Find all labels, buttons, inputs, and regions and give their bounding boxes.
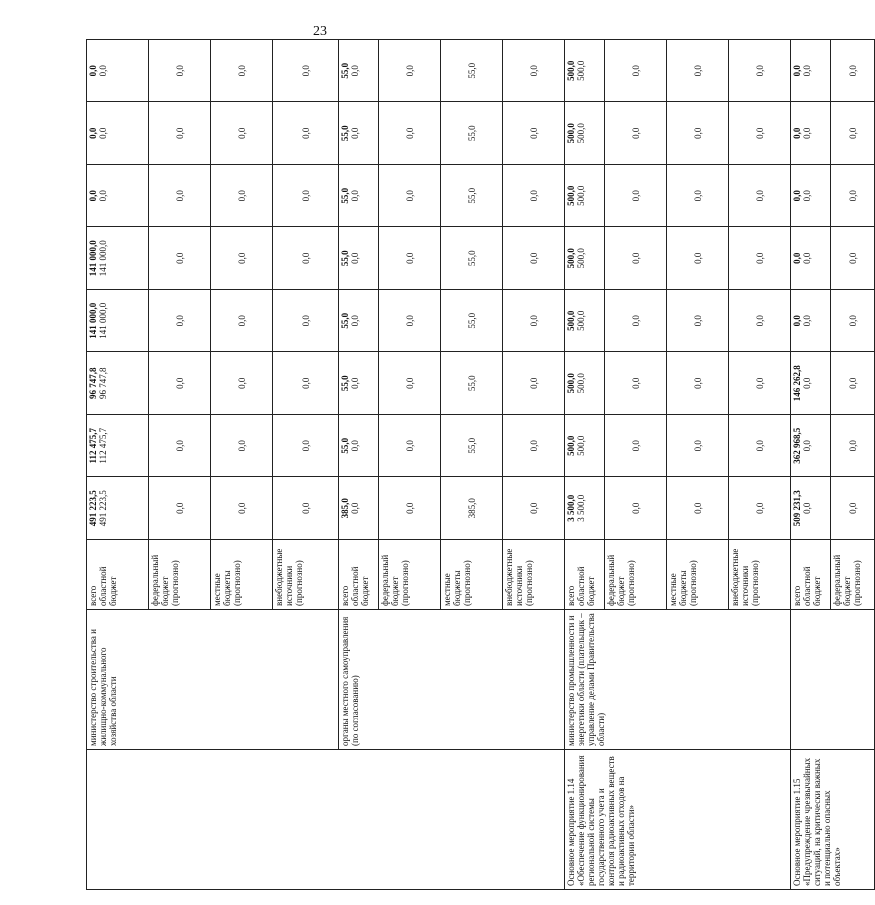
value-cell: 0,0 xyxy=(273,227,339,290)
table-row xyxy=(791,40,831,890)
value-regional: 0,0 xyxy=(350,502,360,514)
value-total: 500,0 xyxy=(566,123,576,144)
value-cell: 0,0 xyxy=(379,40,441,103)
value-cell xyxy=(87,165,149,228)
value-cell: 0,0 xyxy=(503,227,565,290)
responsible-cell: министерство строительства и жилищно-коммунального хозяйства области xyxy=(87,610,339,750)
value-cell: 0,0 xyxy=(729,40,791,103)
value-regional: 0,0 xyxy=(350,377,360,389)
value-cell: 0,0 xyxy=(379,165,441,228)
value-cell: 0,0 xyxy=(729,290,791,353)
value-cell: 0,0 xyxy=(503,290,565,353)
source-cell: всего областной бюджет xyxy=(565,540,605,610)
value-regional: 500,0 xyxy=(576,373,586,394)
source-cell: федеральный бюджет (прогнозно) xyxy=(831,540,875,610)
value-cell xyxy=(565,165,605,228)
value-cell: 0,0 xyxy=(273,477,339,540)
value-cell: 0,0 xyxy=(379,102,441,165)
value-regional: 500,0 xyxy=(576,185,586,206)
value-total: 55,0 xyxy=(340,312,350,329)
value-cell: 0,0 xyxy=(605,477,667,540)
value-regional: 0,0 xyxy=(350,252,360,264)
value-cell: 0,0 xyxy=(605,40,667,103)
value-cell: 0,0 xyxy=(729,352,791,415)
value-total: 491 223,5 xyxy=(88,490,98,527)
value-cell: 0,0 xyxy=(379,352,441,415)
value-cell xyxy=(791,40,831,103)
value-cell xyxy=(565,477,605,540)
value-total: 509 231,3 xyxy=(792,490,802,527)
value-cell xyxy=(87,415,149,478)
measure-name-cell xyxy=(87,750,565,890)
value-cell: 0,0 xyxy=(211,415,273,478)
value-cell: 0,0 xyxy=(211,477,273,540)
value-cell xyxy=(87,227,149,290)
source-cell: федеральный бюджет (прогнозно) xyxy=(605,540,667,610)
value-regional: 500,0 xyxy=(576,435,586,456)
value-regional: 0,0 xyxy=(802,127,812,139)
value-cell: 0,0 xyxy=(211,290,273,353)
value-cell: 0,0 xyxy=(605,290,667,353)
value-cell: 0,0 xyxy=(831,165,875,228)
value-total: 0,0 xyxy=(792,65,802,77)
value-cell: 55,0 xyxy=(441,227,503,290)
source-cell: местные бюджеты (прогнозно) xyxy=(441,540,503,610)
source-cell: местные бюджеты (прогнозно) xyxy=(211,540,273,610)
value-total: 55,0 xyxy=(340,375,350,392)
value-total: 385,0 xyxy=(340,498,350,519)
value-cell: 0,0 xyxy=(273,40,339,103)
value-total: 0,0 xyxy=(792,252,802,264)
value-regional: 0,0 xyxy=(350,65,360,77)
value-cell: 0,0 xyxy=(273,352,339,415)
value-total: 500,0 xyxy=(566,310,576,331)
value-cell: 0,0 xyxy=(667,102,729,165)
value-cell: 0,0 xyxy=(273,102,339,165)
value-regional: 491 223,5 xyxy=(98,490,108,527)
source-cell: федеральный бюджет (прогнозно) xyxy=(379,540,441,610)
value-regional: 112 475,7 xyxy=(98,427,108,464)
value-cell: 0,0 xyxy=(273,290,339,353)
funding-table xyxy=(86,39,875,890)
value-regional: 0,0 xyxy=(98,190,108,202)
value-cell xyxy=(791,352,831,415)
value-cell xyxy=(791,477,831,540)
value-cell: 55,0 xyxy=(441,415,503,478)
measure-name-cell: Основное мероприятие 1.14 «Обеспечение функционирования региональной системы государственного учета и контроля радиоактивных веществ и радиоактивных отходов на территории области» xyxy=(565,750,791,890)
value-total: 500,0 xyxy=(566,435,576,456)
source-cell: внебюджетные источники (прогнозно) xyxy=(503,540,565,610)
value-regional: 141 000,0 xyxy=(98,240,108,277)
value-cell: 0,0 xyxy=(379,290,441,353)
source-cell: внебюджетные источники (прогнозно) xyxy=(729,540,791,610)
value-cell xyxy=(791,227,831,290)
value-cell xyxy=(87,477,149,540)
value-cell: 55,0 xyxy=(441,165,503,228)
value-cell xyxy=(339,352,379,415)
value-total: 55,0 xyxy=(340,437,350,454)
value-total: 500,0 xyxy=(566,248,576,269)
value-cell: 0,0 xyxy=(729,102,791,165)
value-cell: 0,0 xyxy=(605,102,667,165)
measure-name-cell: Основное мероприятие 1.15 «Предупреждение чрезвычайных ситуаций, на критически важных и потенциально опасных объектах» xyxy=(791,750,875,890)
value-cell xyxy=(339,415,379,478)
value-cell: 0,0 xyxy=(729,477,791,540)
value-total: 55,0 xyxy=(340,125,350,142)
value-cell: 0,0 xyxy=(503,477,565,540)
value-total: 96 747,8 xyxy=(88,367,98,399)
value-total: 55,0 xyxy=(340,250,350,267)
value-total: 0,0 xyxy=(88,127,98,139)
value-cell: 0,0 xyxy=(729,415,791,478)
table-row xyxy=(565,40,605,890)
value-total: 362 968,5 xyxy=(792,427,802,464)
table-body xyxy=(87,40,875,890)
value-cell xyxy=(565,40,605,103)
value-cell: 0,0 xyxy=(379,415,441,478)
source-cell: внебюджетные источники (прогнозно) xyxy=(273,540,339,610)
value-cell: 0,0 xyxy=(211,227,273,290)
source-cell: всего областной бюджет xyxy=(87,540,149,610)
value-cell: 0,0 xyxy=(831,290,875,353)
value-cell xyxy=(87,290,149,353)
value-cell xyxy=(565,352,605,415)
value-cell: 0,0 xyxy=(211,40,273,103)
value-cell: 0,0 xyxy=(211,165,273,228)
value-total: 0,0 xyxy=(88,65,98,77)
value-cell: 0,0 xyxy=(605,352,667,415)
value-cell: 0,0 xyxy=(211,352,273,415)
value-regional: 141 000,0 xyxy=(98,302,108,339)
value-cell: 0,0 xyxy=(149,477,211,540)
value-cell: 0,0 xyxy=(149,352,211,415)
value-regional: 0,0 xyxy=(802,377,812,389)
value-cell: 0,0 xyxy=(273,165,339,228)
value-cell: 0,0 xyxy=(729,227,791,290)
value-regional: 0,0 xyxy=(350,127,360,139)
value-cell xyxy=(87,102,149,165)
value-cell: 0,0 xyxy=(667,352,729,415)
value-regional: 3 500,0 xyxy=(576,494,586,522)
value-regional: 0,0 xyxy=(98,65,108,77)
value-cell xyxy=(339,477,379,540)
value-cell: 0,0 xyxy=(605,165,667,228)
value-total: 0,0 xyxy=(792,127,802,139)
value-cell: 0,0 xyxy=(503,165,565,228)
value-cell: 0,0 xyxy=(667,165,729,228)
page-number: 23 xyxy=(313,24,327,39)
value-cell: 0,0 xyxy=(211,102,273,165)
value-regional: 0,0 xyxy=(350,315,360,327)
value-total: 112 475,7 xyxy=(88,428,98,464)
value-cell: 0,0 xyxy=(149,40,211,103)
value-cell: 0,0 xyxy=(831,477,875,540)
responsible-cell: министерство промышленности и энергетики области (плательщик – управление делами Правительства области) xyxy=(565,610,791,750)
value-cell: 0,0 xyxy=(149,102,211,165)
value-total: 141 000,0 xyxy=(88,302,98,339)
value-cell: 0,0 xyxy=(149,227,211,290)
value-regional: 96 747,8 xyxy=(98,367,108,399)
value-regional: 0,0 xyxy=(802,315,812,327)
value-regional: 0,0 xyxy=(802,190,812,202)
value-cell: 0,0 xyxy=(273,415,339,478)
value-cell: 55,0 xyxy=(441,290,503,353)
value-cell: 0,0 xyxy=(831,40,875,103)
value-total: 0,0 xyxy=(792,315,802,327)
responsible-cell xyxy=(791,610,875,750)
value-cell: 55,0 xyxy=(441,102,503,165)
value-regional: 0,0 xyxy=(802,440,812,452)
value-cell: 0,0 xyxy=(667,290,729,353)
value-cell: 0,0 xyxy=(831,227,875,290)
value-cell xyxy=(87,352,149,415)
value-total: 141 000,0 xyxy=(88,240,98,277)
value-cell xyxy=(339,227,379,290)
value-cell xyxy=(791,415,831,478)
value-regional: 0,0 xyxy=(802,502,812,514)
value-regional: 500,0 xyxy=(576,123,586,144)
value-cell xyxy=(339,165,379,228)
responsible-cell: органы местного самоуправления (по согласованию) xyxy=(339,610,565,750)
value-cell xyxy=(339,102,379,165)
value-total: 500,0 xyxy=(566,185,576,206)
table-row xyxy=(87,40,149,890)
value-cell: 0,0 xyxy=(667,40,729,103)
value-regional: 0,0 xyxy=(802,65,812,77)
value-total: 500,0 xyxy=(566,373,576,394)
value-cell xyxy=(87,40,149,103)
value-cell: 55,0 xyxy=(441,352,503,415)
value-cell: 0,0 xyxy=(729,165,791,228)
value-total: 500,0 xyxy=(566,60,576,81)
value-cell: 0,0 xyxy=(831,352,875,415)
value-cell: 0,0 xyxy=(667,415,729,478)
value-total: 0,0 xyxy=(88,190,98,202)
value-regional: 500,0 xyxy=(576,60,586,81)
value-regional: 500,0 xyxy=(576,310,586,331)
value-cell xyxy=(791,102,831,165)
value-cell: 385,0 xyxy=(441,477,503,540)
value-regional: 0,0 xyxy=(98,127,108,139)
value-regional: 0,0 xyxy=(802,252,812,264)
value-cell: 0,0 xyxy=(667,227,729,290)
value-total: 146 262,8 xyxy=(792,365,802,402)
value-cell xyxy=(565,102,605,165)
value-regional: 0,0 xyxy=(350,190,360,202)
value-cell: 0,0 xyxy=(379,477,441,540)
value-cell xyxy=(339,40,379,103)
value-cell: 0,0 xyxy=(149,290,211,353)
value-regional: 0,0 xyxy=(350,440,360,452)
value-total: 55,0 xyxy=(340,187,350,204)
value-cell xyxy=(791,165,831,228)
value-cell: 0,0 xyxy=(503,352,565,415)
value-cell: 0,0 xyxy=(503,40,565,103)
value-cell xyxy=(339,290,379,353)
value-cell: 0,0 xyxy=(831,102,875,165)
value-cell: 0,0 xyxy=(379,227,441,290)
value-cell: 0,0 xyxy=(831,415,875,478)
value-cell: 0,0 xyxy=(149,415,211,478)
value-cell: 0,0 xyxy=(667,477,729,540)
value-cell xyxy=(791,290,831,353)
source-cell: местные бюджеты (прогнозно) xyxy=(667,540,729,610)
source-cell: всего областной бюджет xyxy=(339,540,379,610)
value-cell: 0,0 xyxy=(605,415,667,478)
value-cell: 0,0 xyxy=(503,102,565,165)
value-total: 3 500,0 xyxy=(566,494,576,522)
value-cell xyxy=(565,290,605,353)
value-cell xyxy=(565,415,605,478)
value-cell: 0,0 xyxy=(503,415,565,478)
value-total: 55,0 xyxy=(340,62,350,79)
source-cell: всего областной бюджет xyxy=(791,540,831,610)
value-total: 0,0 xyxy=(792,190,802,202)
rotated-table-container xyxy=(86,40,862,890)
value-regional: 500,0 xyxy=(576,248,586,269)
value-cell: 0,0 xyxy=(149,165,211,228)
source-cell: федеральный бюджет (прогнозно) xyxy=(149,540,211,610)
value-cell: 55,0 xyxy=(441,40,503,103)
value-cell xyxy=(565,227,605,290)
value-cell: 0,0 xyxy=(605,227,667,290)
